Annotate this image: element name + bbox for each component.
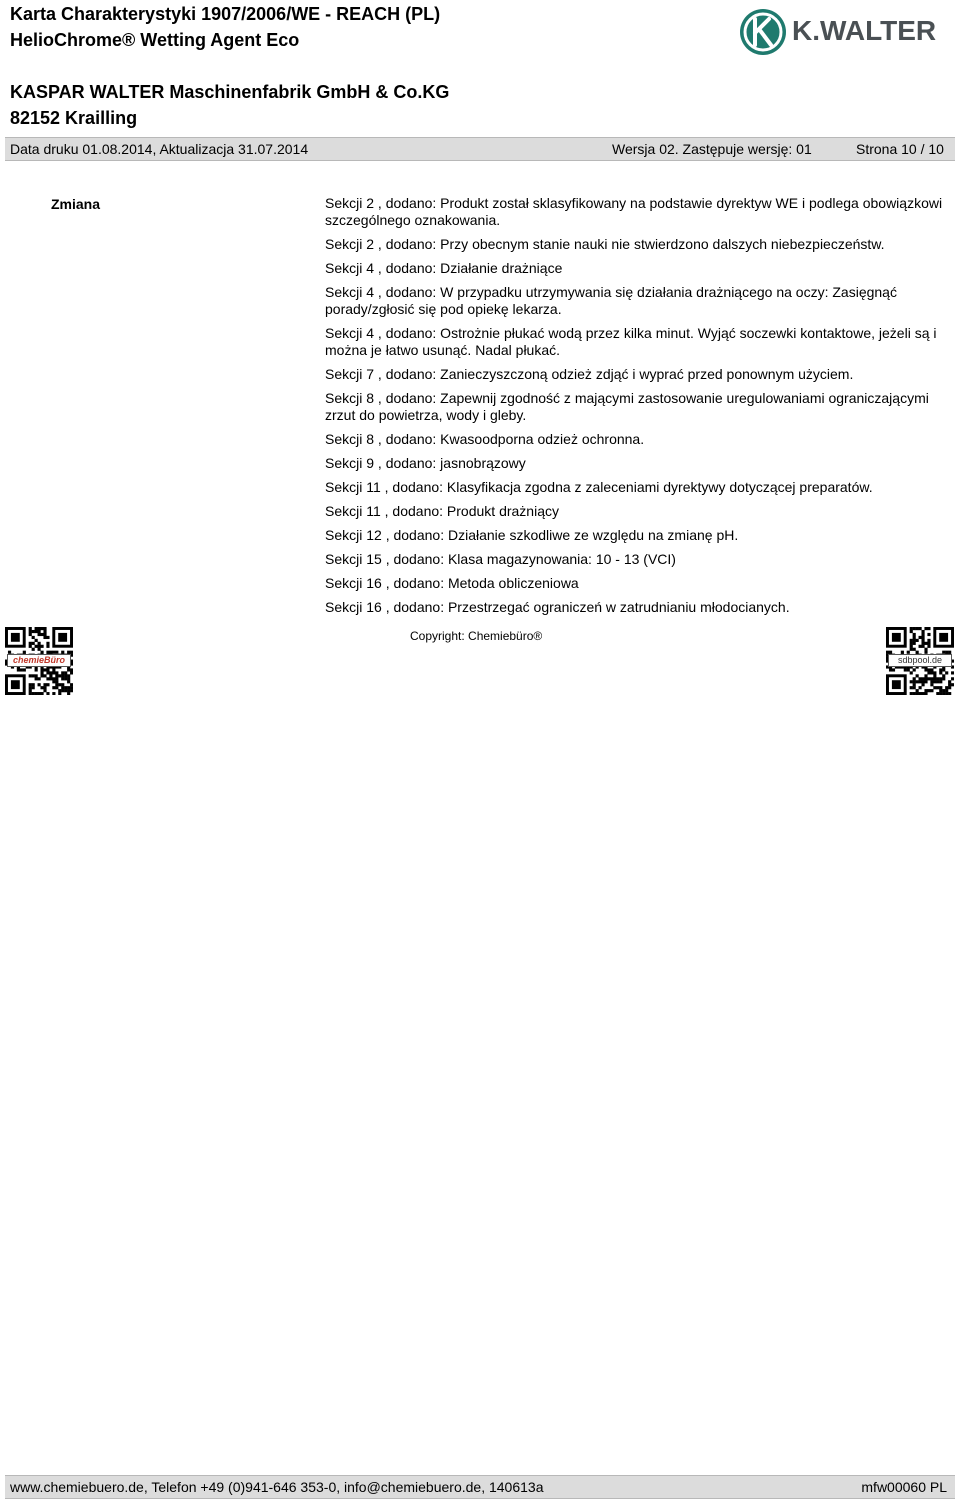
qr-code-chemiebuero [5,627,73,695]
list-item: Sekcji 7 , dodano: Zanieczyszczoną odzież zdjąć i wyprać przed ponownym użyciem. [325,366,854,382]
list-item: Sekcji 15 , dodano: Klasa magazynowania: 10 - 13 (VCI) [325,551,676,567]
qr-label: chemieBüro [7,654,71,667]
kwalter-logo-icon [738,7,788,57]
list-item: Sekcji 4 , dodano: Działanie drażniące [325,260,563,276]
list-item: Sekcji 11 , dodano: Klasyfikacja zgodna z zaleceniami dyrektywy dotyczącej preparatów. [325,479,873,495]
changes-list [325,195,950,623]
list-item: Sekcji 16 , dodano: Metoda obliczeniowa [325,575,579,591]
section-label: Zmiana [51,196,101,212]
copyright-text: Copyright: Chemiebüro® [410,629,543,643]
logo-wordmark: K.WALTER [792,15,937,46]
list-item: Sekcji 12 , dodano: Działanie szkodliwe ze względu na zmianę pH. [325,527,739,543]
list-item: Sekcji 8 , dodano: Zapewnij zgodność z mającymi zastosowanie uregulowaniami ograniczającymi zrzut do powietrza, wody i gleby. [325,390,929,423]
list-item: Sekcji 2 , dodano: Produkt został sklasyfikowany na podstawie dyrektyw WE i podlega obowiązkowi szczególnego oznakowania. [325,195,943,228]
document-code: mfw00060 PL [861,1479,947,1495]
list-item: Sekcji 9 , dodano: jasnobrązowy [325,455,526,471]
list-item: Sekcji 4 , dodano: W przypadku utrzymywania się działania drażniącego na oczy: Zasięgnąć porady/zgłosić się pod opiekę lekarza. [325,284,897,317]
footer-bar [5,1475,955,1499]
list-item: Sekcji 8 , dodano: Kwasoodporna odzież ochronna. [325,431,645,447]
list-item: Sekcji 11 , dodano: Produkt drażniący [325,503,559,519]
document-title: Karta Charakterystyki 1907/2006/WE - REACH (PL) [10,4,441,24]
print-date: Data druku 01.08.2014, Aktualizacja 31.07.2014 [10,141,309,157]
kwalter-logo [738,7,938,57]
company-name: KASPAR WALTER Maschinenfabrik GmbH & Co.KG [10,82,450,102]
company-city: 82152 Krailling [10,108,138,128]
footer-contact: www.chemiebuero.de, Telefon +49 (0)941-646 353-0, info@chemiebuero.de, 140613a [10,1479,544,1495]
list-item: Sekcji 4 , dodano: Ostrożnie płukać wodą przez kilka minut. Wyjąć soczewki kontaktowe, jeżeli są i można je łatwo usunąć. Nadal płukać. [325,325,937,358]
page-number: Strona 10 / 10 [856,141,944,157]
qr-label: sdbpool.de [888,654,952,667]
list-item: Sekcji 2 , dodano: Przy obecnym stanie nauki nie stwierdzono dalszych niebezpieczeństw. [325,236,885,252]
version-info: Wersja 02. Zastępuje wersję: 01 [612,141,812,157]
info-bar [5,137,955,161]
product-name: HelioChrome® Wetting Agent Eco [10,30,300,50]
qr-code-sdbpool [886,627,954,695]
list-item: Sekcji 16 , dodano: Przestrzegać ograniczeń w zatrudnianiu młodocianych. [325,599,790,615]
